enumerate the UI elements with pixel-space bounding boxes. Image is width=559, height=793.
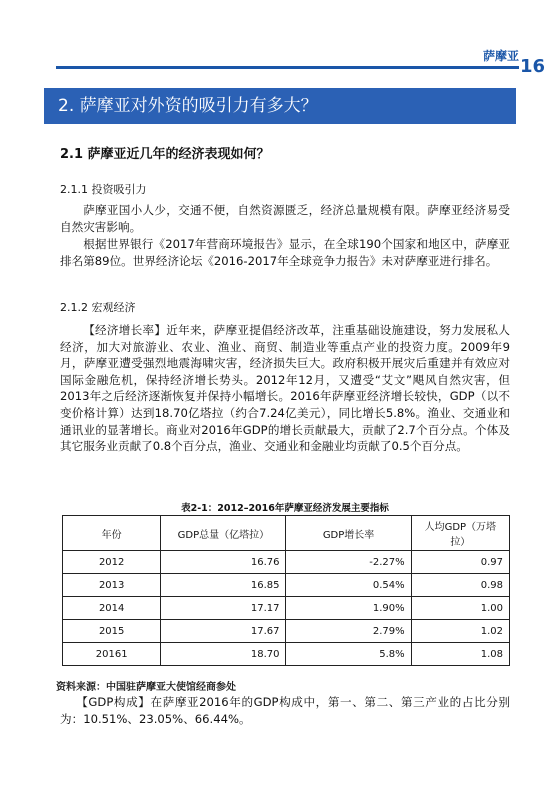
table-cell: 2015 [63,620,161,643]
table-row [63,643,510,666]
running-header-country: 萨摩亚 [482,49,519,63]
table-cell: 1.00 [411,597,509,620]
table-row [63,597,510,620]
column-header-year: 年份 [63,516,161,551]
column-header-gdp-growth: GDP增长率 [286,516,411,551]
column-header-gdp-total: GDP总量（亿塔拉） [161,516,286,551]
table-cell: 16.76 [161,551,286,574]
table-cell: 2013 [63,574,161,597]
table-source: 资料来源：中国驻萨摩亚大使馆经商参处 [56,682,236,693]
header-rule [56,66,519,69]
table-caption: 表2-1：2012–2016年萨摩亚经济发展主要指标 [181,503,389,514]
table-cell: 17.17 [161,597,286,620]
table-cell: 2.79% [286,620,411,643]
section-heading-2-1-2: 2.1.2 宏观经济 [60,301,136,314]
table-row [63,551,510,574]
table-cell: 2014 [63,597,161,620]
table-header-row [63,516,510,551]
table-cell: -2.27% [286,551,411,574]
table-cell: 20161 [63,643,161,666]
paragraph-growth: 【经济增长率】近年来，萨摩亚提倡经济改革，注重基础设施建设，努力发展私人经济，加大对旅游业、农业、渔业、商贸、制造业等重点产业的投资力度。2009年9月，萨摩亚遭受强烈地震海啸灾害，经济损失巨大。政府积极开展灾后重建并有效应对国际金融危机，保持经济增长势头。2012年12月，又遭受“艾文”飓风自然灾害，但2013年之后经济逐渐恢复并保持小幅增长。2016年萨摩亚经济增长较快，GDP（以不变价格计算）达到18.70亿塔拉（约合7.24亿美元），同比增长5.8%。渔业、交通业和通讯业的显著增长。商业对2016年GDP的增长贡献最大，贡献了2.7个百分点。个体及其它服务业贡献了0.8个百分点，渔业、交通业和金融业均贡献了0.5个百分点。 [60,323,510,454]
economic-indicators-table [62,515,510,666]
table-cell: 1.02 [411,620,509,643]
table-cell: 2012 [63,551,161,574]
table-row [63,620,510,643]
paragraph-investment-2: 根据世界银行《2017年营商环境报告》显示，在全球190个国家和地区中，萨摩亚排名第89位。世界经济论坛《2016-2017年全球竞争力报告》未对萨摩亚进行排名。 [60,237,510,268]
column-header-gdp-per-capita: 人均GDP（万塔拉） [411,516,509,551]
table-cell: 17.67 [161,620,286,643]
paragraph-investment-1: 萨摩亚国小人少，交通不便，自然资源匮乏，经济总量规模有限。萨摩亚经济易受自然灾害影响。 [60,203,510,234]
table-cell: 0.97 [411,551,509,574]
table-cell: 16.85 [161,574,286,597]
table-cell: 0.54% [286,574,411,597]
table-cell: 1.08 [411,643,509,666]
page-number: 16 [519,56,545,77]
section-heading-2-1: 2.1 萨摩亚近几年的经济表现如何？ [60,147,270,162]
table-cell: 5.8% [286,643,411,666]
table-row [63,574,510,597]
table-cell: 1.90% [286,597,411,620]
paragraph-gdp-composition: 【GDP构成】在萨摩亚2016年的GDP构成中，第一、第二、第三产业的占比分别为：10.51%、23.05%、66.44%。 [60,695,510,726]
section-heading-2-1-1: 2.1.1 投资吸引力 [60,183,147,196]
table-cell: 18.70 [161,643,286,666]
chapter-title: 2. 萨摩亚对外资的吸引力有多大？ [44,88,516,124]
table-cell: 0.98 [411,574,509,597]
